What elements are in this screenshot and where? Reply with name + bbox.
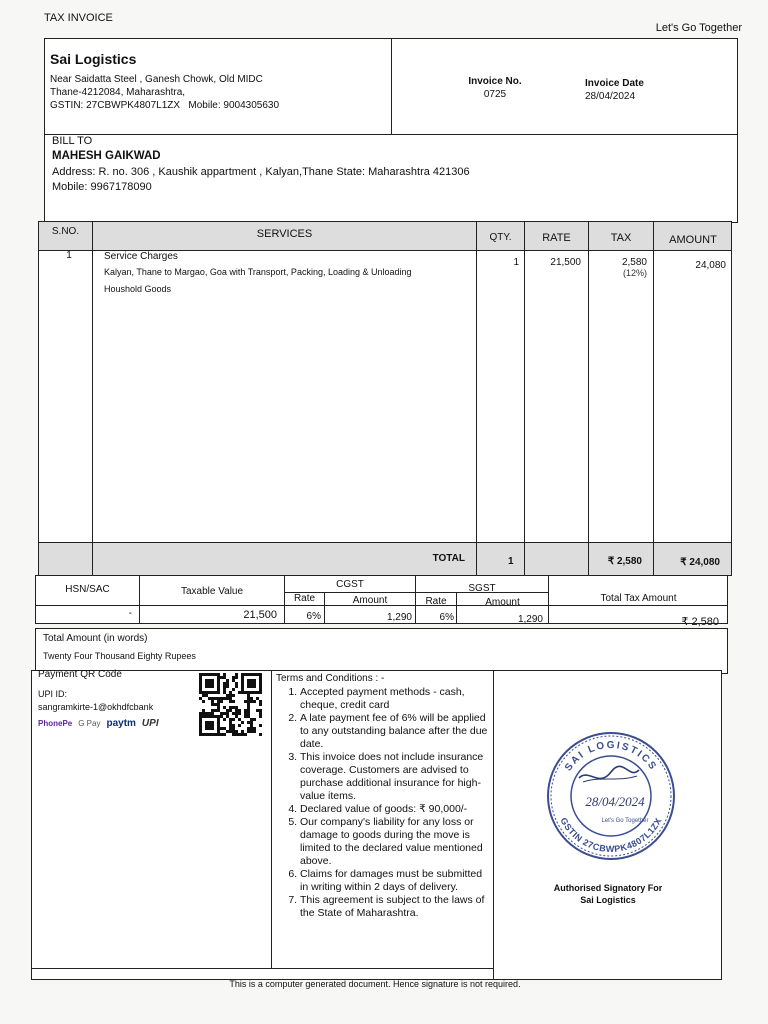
tax-hsn-value: -: [128, 608, 132, 619]
term-item: 1. Accepted payment methods - cash, cheque, credit card: [300, 686, 490, 712]
company-address: [50, 73, 279, 112]
upi-icon: UPI: [141, 718, 159, 729]
payment-label: Payment QR Code: [38, 669, 122, 680]
upi-label: UPI ID:: [38, 689, 68, 699]
tax-cgst-label: CGST: [336, 579, 364, 590]
invoice-date-label: Invoice Date: [585, 78, 644, 89]
tagline: Let's Go Together: [655, 22, 742, 34]
amount-words-value: Twenty Four Thousand Eighty Rupees: [43, 651, 196, 661]
amount-words-label: Total Amount (in words): [43, 633, 148, 644]
row-sno: 1: [66, 250, 72, 261]
footer-note: This is a computer generated document. Hence signature is not required.: [229, 979, 521, 989]
company-stamp: [539, 730, 683, 862]
tax-taxable-label: Taxable Value: [180, 586, 244, 597]
tax-cgst-rate: 6%: [306, 611, 321, 622]
payment-apps: [38, 718, 159, 729]
upi-id: sangramkirte-1@okhdfcbank: [38, 702, 154, 712]
tax-total-value: ₹ 2,580: [681, 616, 719, 628]
tax-sgst-amount: 1,290: [517, 614, 543, 625]
invoice-date: 28/04/2024: [585, 91, 636, 102]
bill-to: [52, 134, 470, 195]
total-label: TOTAL: [432, 553, 465, 564]
header-tax: TAX: [610, 232, 632, 244]
tax-cgst-amount: 1,290: [386, 612, 412, 623]
tax-sgst-label: SGST: [468, 583, 496, 594]
tax-taxable-value: 21,500: [243, 609, 277, 621]
payment-qr-code[interactable]: [199, 673, 262, 736]
stamp-bottom-text: GSTIN 27CBWPK4807L1ZX: [558, 815, 664, 855]
company-mobile: Mobile: 9004305630: [188, 100, 280, 111]
company-address-line1: Near Saidatta Steel , Ganesh Chowk, Old MIDC: [50, 74, 263, 85]
tax-sgst-rate: 6%: [439, 612, 454, 623]
upi-block: [38, 688, 153, 714]
signatory-line2: Sai Logistics: [580, 895, 636, 905]
term-item: 4. Declared value of goods: ₹ 90,000/-: [300, 803, 490, 816]
stamp-top-text: SAI LOGISTICS: [563, 739, 659, 774]
terms-list: [276, 686, 490, 920]
tax-cgst-rate-label: Rate: [293, 593, 316, 604]
total-tax: ₹ 2,580: [607, 556, 642, 567]
header-services: SERVICES: [256, 228, 313, 240]
term-item: 7. This agreement is subject to the laws of the State of Maharashtra.: [300, 894, 490, 920]
doc-title: TAX INVOICE: [44, 12, 113, 24]
terms-title: Terms and Conditions : -: [276, 673, 385, 684]
tax-sgst-rate-label: Rate: [425, 596, 447, 607]
stamp-date: 28/04/2024: [585, 794, 645, 809]
phonepe-icon: PhonePe: [38, 719, 73, 728]
company-name: Sai Logistics: [50, 51, 137, 67]
tax-hsn-label: HSN/SAC: [65, 584, 110, 595]
tax-cgst-amount-label: Amount: [352, 595, 388, 606]
term-item: 6. Claims for damages must be submitted in writing within 2 days of delivery.: [300, 868, 490, 894]
bill-to-address: Address: R. no. 306 , Kaushik appartment , Kalyan,Thane State: Maharashtra 421306: [52, 166, 470, 178]
row-amount: 24,080: [695, 260, 726, 271]
bill-to-mobile: Mobile: 9967178090: [52, 181, 152, 193]
tax-total-label: Total Tax Amount: [600, 593, 677, 604]
signatory-line1: Authorised Signatory For: [553, 883, 663, 893]
row-tax-value: 2,580: [621, 257, 647, 268]
term-item: 3. This invoice does not include insurance coverage. Customers are advised to purchase additional insurance for high-value items.: [300, 751, 490, 803]
header-sno: S.NO.: [51, 226, 80, 237]
row-service-desc1: Kalyan, Thane to Margao, Goa with Transport, Packing, Loading & Unloading: [104, 267, 412, 277]
header-rate: RATE: [542, 232, 571, 244]
term-item: 5. Our company's liability for any loss or damage to goods during the move is limited to the declared value mentioned above.: [300, 816, 490, 868]
paytm-icon: paytm: [106, 718, 136, 729]
invoice-date-block: [585, 78, 644, 102]
invoice-number-label: Invoice No.: [468, 76, 522, 87]
row-tax: [589, 257, 647, 278]
gpay-icon: G Pay: [78, 719, 101, 728]
header-qty: QTY.: [489, 232, 512, 243]
bill-to-label: BILL TO: [52, 135, 93, 147]
bill-to-name: MAHESH GAIKWAD: [52, 150, 161, 162]
invoice-number-block: [455, 76, 535, 100]
term-item: 2. A late payment fee of 6% will be applied to any outstanding balance after the due date.: [300, 712, 490, 751]
company-address-line2: Thane-4212084, Maharashtra,: [50, 87, 186, 98]
tax-sgst-amount-label: Amount: [485, 597, 520, 608]
row-service: [104, 251, 412, 294]
stamp-center-text: Let's Go Together: [601, 818, 649, 824]
row-rate: 21,500: [550, 257, 581, 268]
row-service-title: Service Charges: [104, 251, 178, 262]
row-service-desc2: Houshold Goods: [104, 284, 172, 294]
total-amount: ₹ 24,080: [680, 557, 720, 568]
invoice-number: 0725: [483, 89, 507, 100]
row-qty: 1: [513, 257, 519, 268]
company-gstin: GSTIN: 27CBWPK4807L1ZX: [50, 100, 181, 111]
header-amount: AMOUNT: [669, 234, 717, 246]
row-tax-pct: (12%): [622, 268, 647, 278]
terms-block: [276, 673, 490, 920]
total-qty: 1: [508, 556, 514, 567]
signatory-block: [540, 882, 676, 906]
